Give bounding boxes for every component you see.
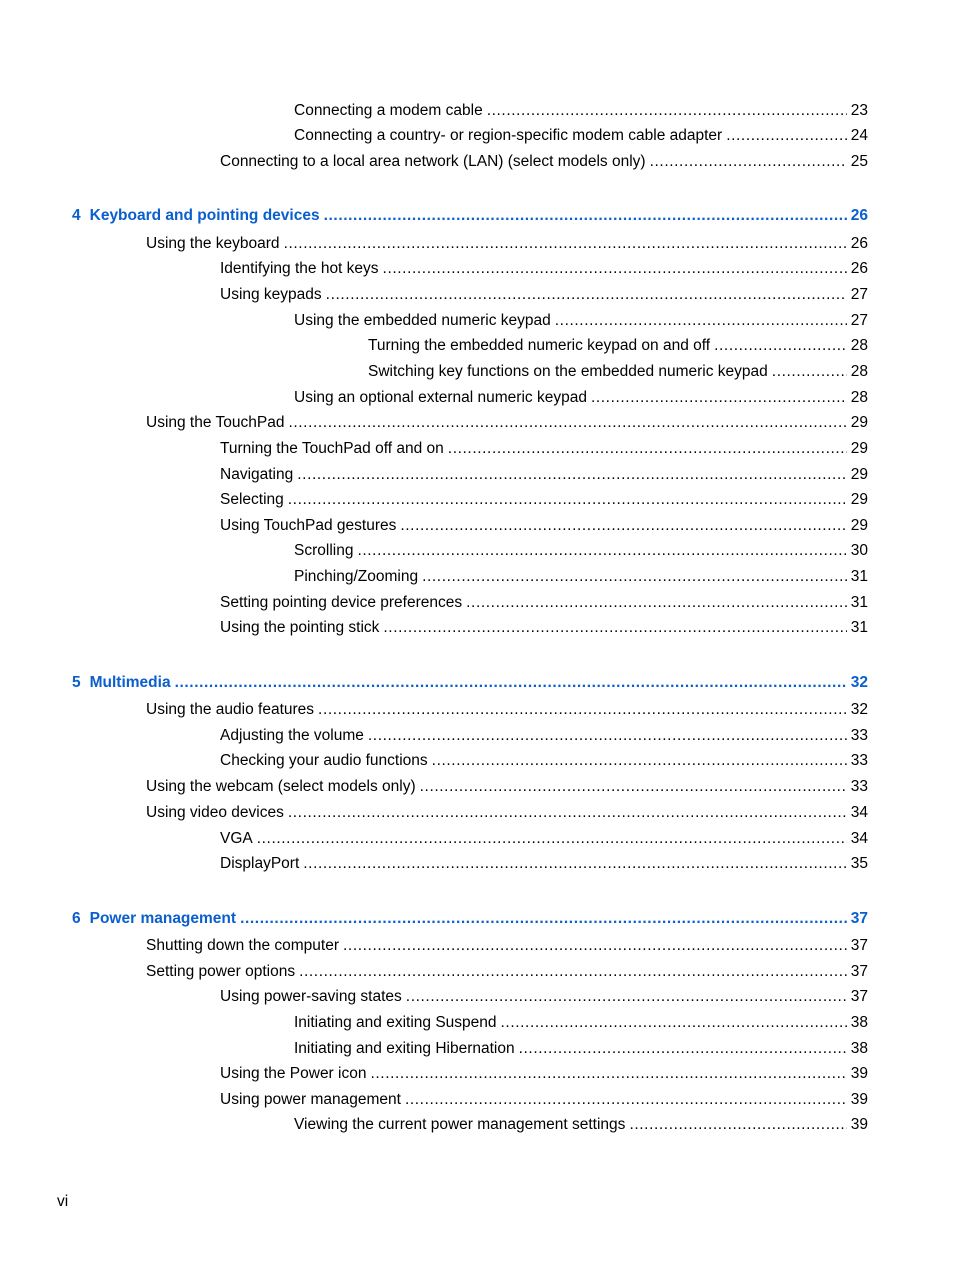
- dot-leader: [288, 414, 846, 432]
- toc-page-number: 23: [850, 102, 868, 119]
- toc-page-number: 34: [850, 804, 868, 821]
- toc-entry-title: Pinching/Zooming: [294, 568, 419, 585]
- dot-leader: [326, 286, 847, 304]
- toc-entry-title: Viewing the current power management settings: [294, 1116, 626, 1133]
- dot-leader: [726, 127, 847, 145]
- toc-chapter-entry[interactable]: [72, 670, 868, 692]
- dot-leader: [650, 153, 847, 171]
- toc-page-number: 29: [850, 491, 868, 508]
- toc-page-number: 29: [850, 517, 868, 534]
- toc-page-number: 27: [850, 312, 868, 329]
- toc-entry-title: Using the keyboard: [146, 235, 280, 252]
- toc-entry[interactable]: [146, 933, 868, 955]
- toc-entry-title: Setting power options: [146, 963, 296, 980]
- toc-entry-title: Initiating and exiting Suspend: [294, 1014, 497, 1031]
- chapter-title: Multimedia: [89, 674, 171, 691]
- toc-page-number: 33: [850, 752, 868, 769]
- toc-entry[interactable]: [220, 149, 868, 171]
- dot-leader: [357, 542, 846, 560]
- toc-entry[interactable]: [294, 385, 868, 407]
- toc-chapter-entry[interactable]: [72, 906, 868, 928]
- toc-entry-title: VGA: [220, 830, 253, 847]
- dot-leader: [714, 337, 847, 355]
- dot-leader: [629, 1116, 846, 1134]
- toc-page-number: 37: [850, 963, 868, 980]
- dot-leader: [772, 363, 847, 381]
- dot-leader: [297, 466, 847, 484]
- toc-entry-title: Using the pointing stick: [220, 619, 380, 636]
- toc-page-number: 24: [850, 127, 868, 144]
- toc-entry-title: Selecting: [220, 491, 284, 508]
- dot-leader: [288, 804, 847, 822]
- toc-page-number: 38: [850, 1014, 868, 1031]
- toc-entry[interactable]: [146, 959, 868, 981]
- toc-entry[interactable]: [220, 851, 868, 873]
- page-number: vi: [57, 1193, 69, 1210]
- dot-leader: [318, 701, 847, 719]
- toc-entry-title: [72, 207, 324, 225]
- dot-leader: [284, 235, 847, 253]
- toc-entry[interactable]: [220, 615, 868, 637]
- toc-entry[interactable]: [294, 98, 868, 120]
- dot-leader: [501, 1014, 847, 1032]
- chapter-number: 5: [72, 674, 81, 691]
- toc-page-number: 30: [850, 542, 868, 559]
- toc-page-number: 28: [850, 363, 868, 380]
- dot-leader: [368, 727, 847, 745]
- toc-entry-title: Using power-saving states: [220, 988, 402, 1005]
- toc-entry-title: Switching key functions on the embedded numeric keypad: [368, 363, 768, 380]
- toc-entry-title: Using the TouchPad: [146, 414, 285, 431]
- toc-entry[interactable]: [220, 723, 868, 745]
- toc-entry[interactable]: [220, 487, 868, 509]
- toc-entry-title: Connecting a country- or region-specific modem cable adapter: [294, 127, 723, 144]
- toc-entry-title: Setting pointing device preferences: [220, 594, 463, 611]
- toc-page-number: 37: [850, 988, 868, 1005]
- toc-entry-title: Using an optional external numeric keypad: [294, 389, 587, 406]
- dot-leader: [448, 440, 847, 458]
- dot-leader: [422, 568, 847, 586]
- toc-entry[interactable]: [220, 748, 868, 770]
- toc-entry[interactable]: [146, 697, 868, 719]
- toc-entry[interactable]: [294, 564, 868, 586]
- toc-entry[interactable]: [220, 462, 868, 484]
- toc-entry[interactable]: [220, 1061, 868, 1083]
- dot-leader: [383, 260, 847, 278]
- toc-entry-title: Turning the TouchPad off and on: [220, 440, 444, 457]
- toc-entry-title: Using keypads: [220, 286, 322, 303]
- toc-entry-title: [72, 674, 175, 692]
- dot-leader: [288, 491, 847, 509]
- dot-leader: [324, 207, 847, 225]
- toc-page-number: 27: [850, 286, 868, 303]
- toc-page-number: 34: [850, 830, 868, 847]
- toc-page-number: 39: [850, 1116, 868, 1133]
- toc-entry-title: Shutting down the computer: [146, 937, 340, 954]
- toc-entry-title: Using TouchPad gestures: [220, 517, 397, 534]
- toc-page-number: 35: [850, 855, 868, 872]
- toc-page-number: 26: [850, 260, 868, 277]
- dot-leader: [591, 389, 847, 407]
- dot-leader: [343, 937, 847, 955]
- dot-leader: [370, 1065, 846, 1083]
- toc-entry[interactable]: [146, 231, 868, 253]
- toc-entry[interactable]: [368, 333, 868, 355]
- dot-leader: [303, 855, 847, 873]
- toc-page-number: 37: [850, 937, 868, 954]
- toc-entry[interactable]: [294, 1010, 868, 1032]
- toc-entry[interactable]: [220, 590, 868, 612]
- toc-page-number: 28: [850, 389, 868, 406]
- toc-entry-title: DisplayPort: [220, 855, 300, 872]
- toc-entry[interactable]: [368, 359, 868, 381]
- toc-page-number: 31: [850, 568, 868, 585]
- toc-entry[interactable]: [220, 282, 868, 304]
- toc-entry[interactable]: [294, 1112, 868, 1134]
- toc-entry[interactable]: [146, 774, 868, 796]
- toc-entry-title: Scrolling: [294, 542, 354, 559]
- toc-entry[interactable]: [220, 826, 868, 848]
- dot-leader: [420, 778, 847, 796]
- toc-entry[interactable]: [220, 436, 868, 458]
- dot-leader: [487, 102, 847, 120]
- dot-leader: [406, 988, 847, 1006]
- dot-leader: [555, 312, 847, 330]
- toc-entry[interactable]: [220, 1087, 868, 1109]
- toc-entry[interactable]: [294, 538, 868, 560]
- toc-entry-title: Using the embedded numeric keypad: [294, 312, 551, 329]
- toc-entry[interactable]: [294, 308, 868, 330]
- toc-entry-title: Initiating and exiting Hibernation: [294, 1040, 515, 1057]
- dot-leader: [405, 1091, 847, 1109]
- toc-page-number: 26: [850, 235, 868, 252]
- chapter-number: 4: [72, 207, 81, 224]
- toc-entry[interactable]: [294, 123, 868, 145]
- toc-entry-title: Adjusting the volume: [220, 727, 364, 744]
- toc-entry-title: Navigating: [220, 466, 294, 483]
- toc-page-number: 33: [850, 727, 868, 744]
- toc-page-number: 29: [850, 466, 868, 483]
- toc-page-number: 38: [850, 1040, 868, 1057]
- chapter-title: Keyboard and pointing devices: [89, 207, 320, 224]
- toc-entry-title: Using the webcam (select models only): [146, 778, 416, 795]
- toc-entry-title: [72, 910, 240, 928]
- toc-page-number: 37: [850, 910, 868, 927]
- toc-page-number: 28: [850, 337, 868, 354]
- toc-entry[interactable]: [220, 513, 868, 535]
- dot-leader: [240, 910, 847, 928]
- toc-entry[interactable]: [146, 800, 868, 822]
- toc-entry-title: Using the Power icon: [220, 1065, 367, 1082]
- dot-leader: [432, 752, 847, 770]
- toc-page-number: 32: [850, 674, 868, 691]
- dot-leader: [519, 1040, 847, 1058]
- toc-entry-title: Using power management: [220, 1091, 401, 1108]
- toc-entry-title: Using video devices: [146, 804, 284, 821]
- chapter-number: 6: [72, 910, 81, 927]
- toc-entry-title: Connecting to a local area network (LAN) (select models only): [220, 153, 646, 170]
- toc-page-number: 39: [850, 1091, 868, 1108]
- toc-page-number: 29: [850, 414, 868, 431]
- toc-entry[interactable]: [294, 1036, 868, 1058]
- toc-chapter-entry[interactable]: [72, 203, 868, 225]
- toc-page-number: 32: [850, 701, 868, 718]
- dot-leader: [257, 830, 847, 848]
- dot-leader: [175, 674, 847, 692]
- toc-page-number: 26: [850, 207, 868, 224]
- toc-entry-title: Connecting a modem cable: [294, 102, 483, 119]
- toc-page-number: 29: [850, 440, 868, 457]
- toc-entry[interactable]: [220, 984, 868, 1006]
- chapter-title: Power management: [89, 910, 237, 927]
- toc-page-number: 39: [850, 1065, 868, 1082]
- toc-entry-title: Identifying the hot keys: [220, 260, 379, 277]
- toc-page-number: 31: [850, 619, 868, 636]
- toc-entry-title: Turning the embedded numeric keypad on and off: [368, 337, 711, 354]
- toc-entry[interactable]: [220, 256, 868, 278]
- toc-entry[interactable]: [146, 410, 868, 432]
- toc-entry-title: Using the audio features: [146, 701, 315, 718]
- toc-page-number: 33: [850, 778, 868, 795]
- dot-leader: [400, 517, 846, 535]
- dot-leader: [383, 619, 846, 637]
- toc-entry-title: Checking your audio functions: [220, 752, 428, 769]
- dot-leader: [299, 963, 847, 981]
- toc-page-number: 31: [850, 594, 868, 611]
- dot-leader: [466, 594, 847, 612]
- toc-page-number: 25: [850, 153, 868, 170]
